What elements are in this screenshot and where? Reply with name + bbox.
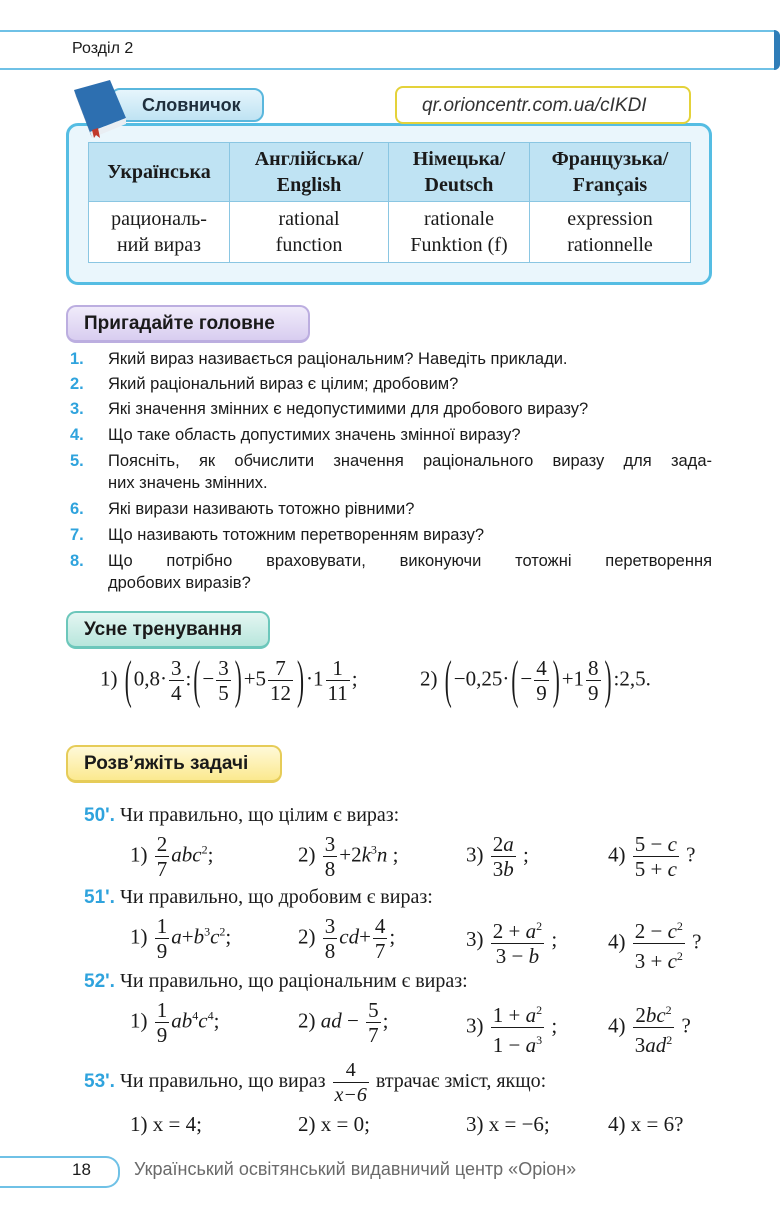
problem-52-options: [130, 998, 710, 1057]
recall-item: 3. Які значення змінних є недопустимими для дробового виразу?: [70, 400, 589, 418]
option: 1) $\frac{1}{9}$ $a+b^3c^2$;: [130, 914, 232, 963]
option: 1) $\frac{2}{7}$ abc$^2$;: [130, 832, 214, 881]
problem-53: 53'. Чи правильно, що вираз $\frac{4}{x-6}$ втрачає зміст, якщо:: [84, 1059, 547, 1106]
option: 3) $\frac{2 + a^2}{3 - b}$ ;: [466, 914, 557, 968]
recall-item: 7. Що називають тотожним перетворенням виразу?: [70, 526, 485, 544]
glossary-row: [89, 202, 691, 263]
glossary-cell-french: expression rationnelle: [530, 202, 691, 263]
option: 2) $\frac{3}{8}$ cd+ $\frac{4}{7}$ ;: [298, 914, 396, 963]
solve-section-title: Розв’яжіть задачі: [66, 745, 282, 783]
option: 3) $\frac{2a}{3b}$ ;: [466, 832, 529, 881]
problem-52: 52'. Чи правильно, що раціональним є вираз:: [84, 970, 468, 992]
recall-item: 1. Який вираз називається раціональним? Наведіть приклади.: [70, 350, 568, 368]
problem-53-options: [130, 1112, 710, 1142]
oral-expression-1: 1) (0,8· $\frac{3}{4}$ :(− $\frac{3}{5}$ )+5 $\frac{7}{12}$ )·1 $\frac{1}{11}$ ;: [100, 649, 358, 710]
problem-50: 50'. Чи правильно, що цілим є вираз:: [84, 804, 400, 826]
book-icon: [70, 80, 130, 138]
glossary-cell-english: rational function: [230, 202, 389, 263]
option: 2) $\frac{3}{8}$ $+2k^3n$ ;: [298, 832, 399, 881]
option: 4) x = 6?: [608, 1112, 684, 1136]
option: 2) x = 0;: [298, 1112, 370, 1136]
glossary-cell-german: rationale Funktion (f): [389, 202, 530, 263]
glossary-cell-ukrainian: рациональ- ний вираз: [89, 202, 230, 263]
glossary-header-german: Німецька/ Deutsch: [389, 143, 530, 202]
recall-item: 5. Поясніть, як обчислити значення раціонального виразу для зада- них значень змінних.: [70, 452, 712, 492]
glossary-header-ukrainian: Українська: [89, 143, 230, 202]
option: 3) x = −6;: [466, 1112, 550, 1136]
glossary-header-french: Французька/ Français: [530, 143, 691, 202]
option: 2) ad − $\frac{5}{7}$ ;: [298, 998, 389, 1047]
problem-51-options: [130, 914, 710, 973]
problem-50-options: [130, 832, 710, 882]
option: 3) $\frac{1 + a^2}{1 - a^3}$ ;: [466, 998, 557, 1057]
page-number-box: [0, 1156, 120, 1188]
qr-link[interactable]: qr.orioncentr.com.ua/cIKDI: [395, 86, 691, 124]
glossary-header-row: [89, 143, 691, 202]
section-label: Розділ 2: [72, 40, 134, 57]
glossary-header-english: Англійська/ English: [230, 143, 389, 202]
option: 1) x = 4;: [130, 1112, 202, 1136]
recall-item: 6. Які вирази називають тотожно рівними?: [70, 500, 415, 518]
option: 4) $\frac{2bc^2}{3ad^2}$ ?: [608, 998, 691, 1057]
option: 4) $\frac{5 - c}{5 + c}$ ?: [608, 832, 696, 881]
recall-item: 2. Який раціональний вираз є цілим; дробовим?: [70, 375, 459, 393]
page-number: 18: [72, 1160, 91, 1179]
oral-expression-2: 2) (−0,25·(− $\frac{4}{9}$ )+1 $\frac{8}{9}$ ):2,5.: [420, 649, 651, 710]
recall-item: 8. Що потрібно враховувати, виконуючи тотожні перетворення дробових виразів?: [70, 552, 712, 592]
option: 1) $\frac{1}{9}$ $ab^4c^4$;: [130, 998, 220, 1047]
publisher-name: Український освітянський видавничий центр «Оріон»: [134, 1159, 577, 1179]
option: 4) $\frac{2 - c^2}{3 + c^2}$ ?: [608, 914, 702, 973]
problem-51: 51'. Чи правильно, що дробовим є вираз:: [84, 886, 433, 908]
oral-section-title: Усне тренування: [66, 611, 270, 649]
recall-item: 4. Що таке область допустимих значень змінної виразу?: [70, 426, 521, 444]
glossary-table: [88, 142, 691, 263]
recall-section-title: Пригадайте головне: [66, 305, 310, 343]
glossary-title: Словничок: [110, 88, 264, 122]
